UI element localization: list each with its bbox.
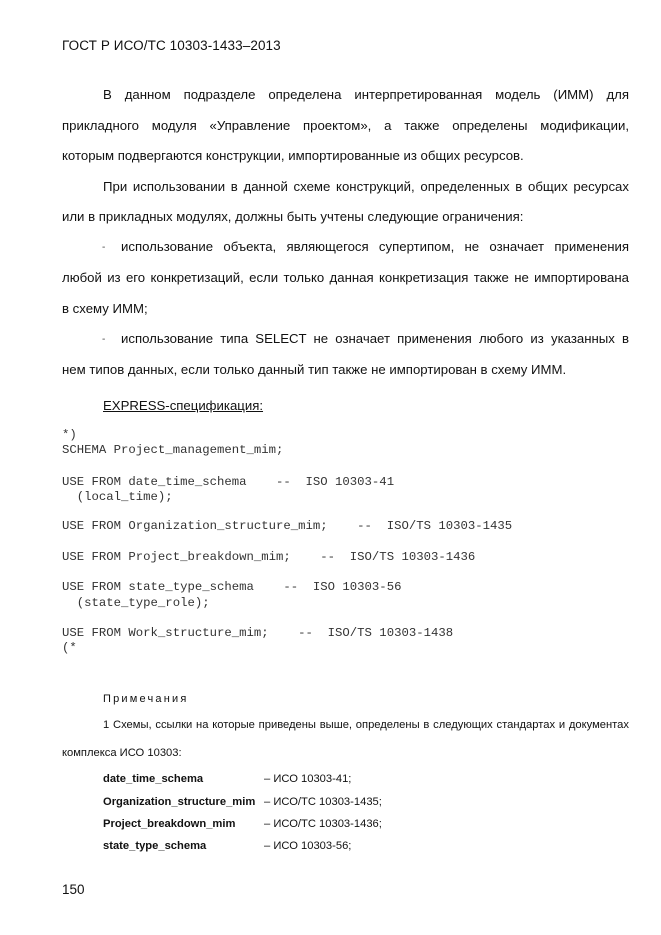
paragraph-line: прикладного модуля «Управление проектом», а также определены модификации, (62, 118, 629, 133)
reference-schema-name: date_time_schema (103, 773, 204, 785)
code-line: USE FROM state_type_schema -- ISO 10303-56 (62, 580, 402, 594)
paragraph-line: или в прикладных модулях, должны быть учтены следующие ограничения: (62, 209, 524, 224)
list-dash: - (102, 242, 106, 253)
code-line: (state_type_role); (62, 596, 210, 610)
reference-schema-name: state_type_schema (103, 840, 207, 852)
list-item-line: в схему ИММ; (62, 301, 148, 316)
note-line: 1 Схемы, ссылки на которые приведены выше, определены в следующих стандартах и документах (103, 719, 629, 731)
code-line: USE FROM date_time_schema -- ISO 10303-41 (62, 475, 395, 489)
code-line: *) (62, 428, 77, 442)
list-item-line: использование объекта, являющегося супертипом, не означает применения (121, 239, 629, 254)
express-heading: EXPRESS-спецификация: (103, 398, 264, 413)
note-line: комплекса ИСО 10303: (62, 747, 182, 759)
reference-standard: – ИСО 10303-56; (264, 840, 352, 852)
reference-standard: – ИСО/ТС 10303-1436; (264, 818, 382, 830)
reference-standard: – ИСО 10303-41; (264, 773, 352, 785)
reference-schema-name: Organization_structure_mim (103, 796, 256, 808)
code-line: USE FROM Organization_structure_mim; -- ISO/TS 10303-1435 (62, 519, 513, 533)
code-line: (local_time); (62, 490, 173, 504)
reference-standard: – ИСО/ТС 10303-1435; (264, 796, 382, 808)
code-line: USE FROM Work_structure_mim; -- ISO/TS 10303-1438 (62, 626, 454, 640)
code-line: SCHEMA Project_management_mim; (62, 443, 284, 457)
list-item-line: использование типа SELECT не означает применения любого из указанных в (121, 331, 629, 346)
code-line: (* (62, 641, 77, 655)
list-item-line: любой из его конкретизаций, если только данная конкретизация также не импортирована (62, 270, 629, 285)
list-item-line: нем типов данных, если только данный тип также не импортирован в схему ИММ. (62, 362, 567, 377)
notes-title: Примечания (103, 693, 189, 705)
paragraph-line: которым подвергаются конструкции, импортированные из общих ресурсов. (62, 148, 524, 163)
paragraph-line: При использовании в данной схеме конструкций, определенных в общих ресурсах (103, 179, 629, 194)
code-line: USE FROM Project_breakdown_mim; -- ISO/TS 10303-1436 (62, 550, 476, 564)
list-dash: - (102, 334, 106, 345)
reference-schema-name: Project_breakdown_mim (103, 818, 236, 830)
page-number: 150 (62, 882, 85, 897)
paragraph-line: В данном подразделе определена интерпретированная модель (ИММ) для (103, 87, 629, 102)
document-header: ГОСТ Р ИСО/ТС 10303-1433–2013 (62, 38, 281, 53)
